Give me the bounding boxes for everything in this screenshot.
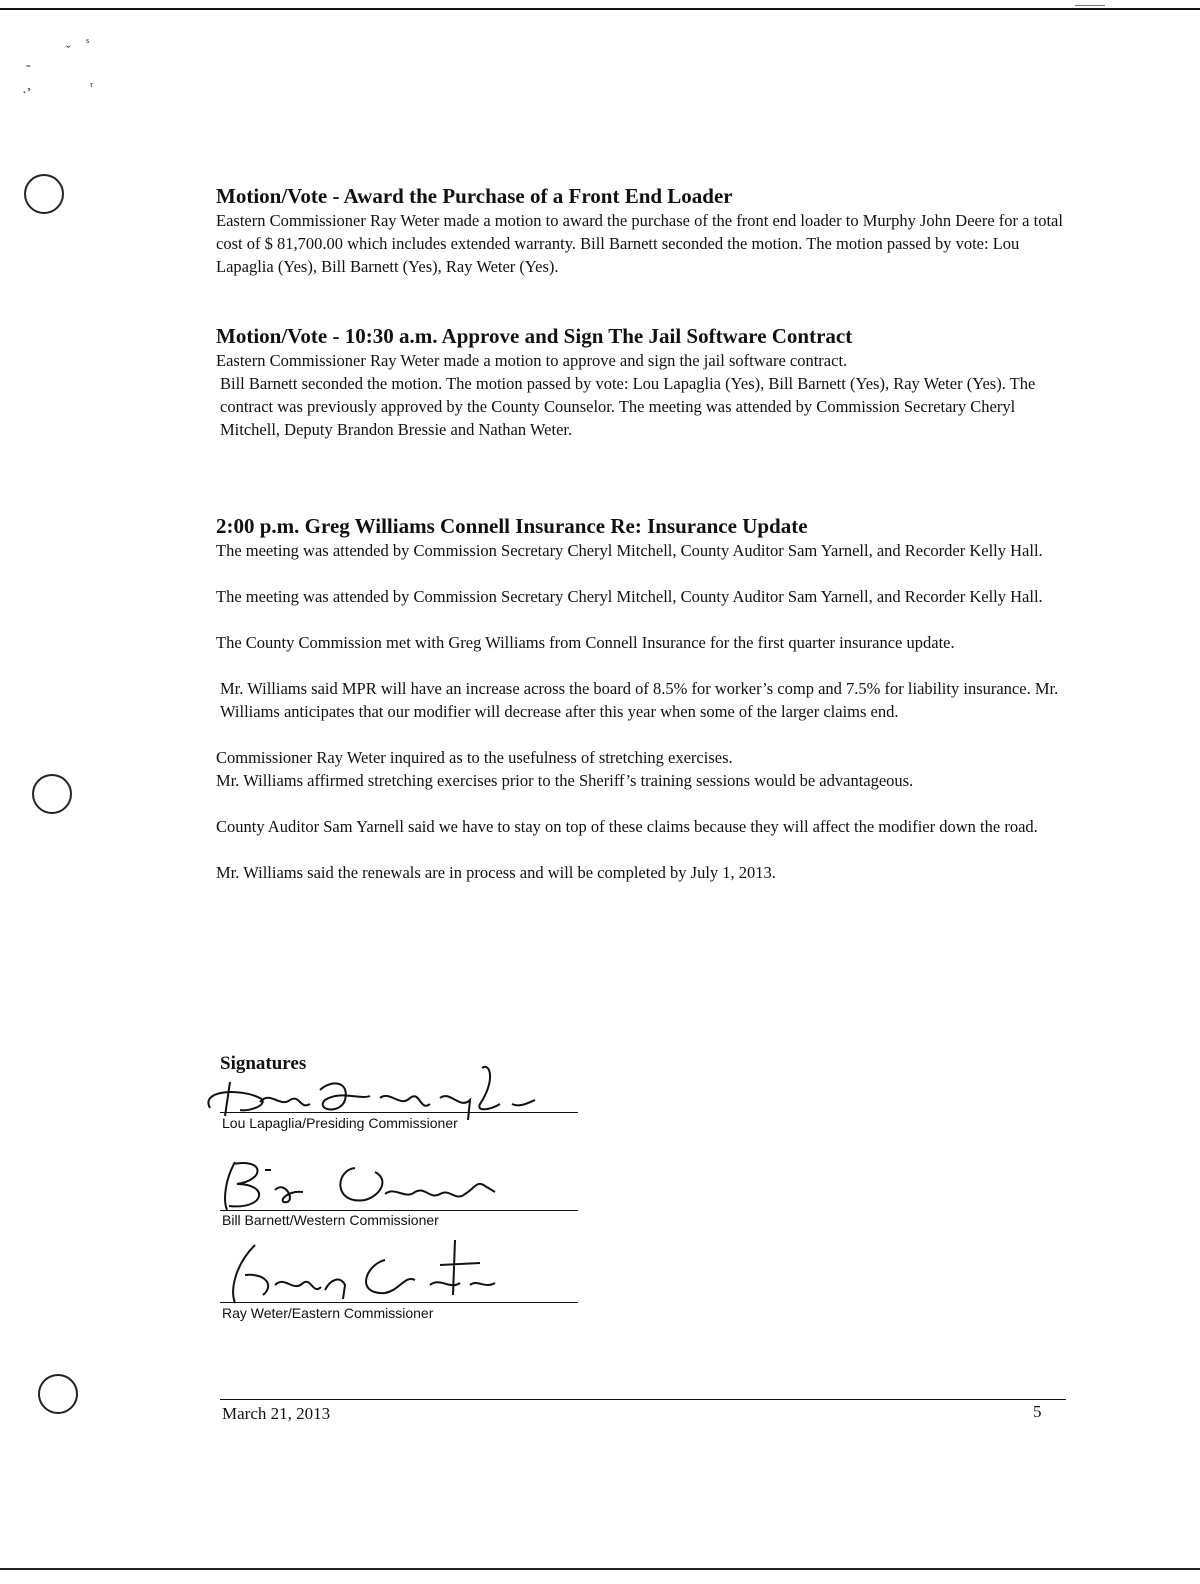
paragraph: Mr. Williams said MPR will have an increase across the board of 8.5% for worker’s comp and 7.5% for liability insurance. Mr. Williams anticipates that our modifier will decrease after this year when some of the larger claims end. [220,679,1059,721]
section-insurance-update [216,513,1076,884]
page-number: 5 [1033,1402,1042,1421]
paragraph: Commissioner Ray Weter inquired as to the usefulness of stretching exercises. [216,748,733,767]
top-rule-fragment [1075,5,1105,6]
paragraph: The County Commission met with Greg Williams from Connell Insurance for the first quarter insurance update. [216,633,955,652]
signature-label: Bill Barnett/Western Commissioner [222,1212,439,1228]
binder-hole [24,174,64,214]
footer-date: March 21, 2013 [222,1404,331,1423]
scan-speck: - [26,58,31,73]
signatures-heading: Signatures [220,1053,307,1074]
paragraph: Eastern Commissioner Ray Weter made a motion to award the purchase of the front end loader to Murphy John Deere for a total cost of $ 81,700.00 which includes extended warranty. Bill Barnett seconded the motion. The motion passed by vote: Lou Lapaglia (Yes), Bill Barnett (Yes), Ray Weter (Yes). [216,211,1063,276]
section-front-end-loader [216,183,1076,278]
footer-rule [220,1399,1066,1400]
scan-speck: ·’ [22,86,32,101]
paragraph: Mr. Williams said the renewals are in process and will be completed by July 1, 2013. [216,863,776,882]
section-heading: 2:00 p.m. Greg Williams Connell Insurance Re: Insurance Update [216,514,808,538]
section-jail-software [216,323,1076,441]
signature-line [220,1210,578,1211]
section-heading: Motion/Vote - 10:30 a.m. Approve and Sign The Jail Software Contract [216,324,853,348]
top-rule [0,8,1200,10]
paragraph: Eastern Commissioner Ray Weter made a motion to approve and sign the jail software contract. [216,351,848,370]
section-heading: Motion/Vote - Award the Purchase of a Front End Loader [216,184,733,208]
scan-speck: ˢ [86,36,89,51]
paragraph: The meeting was attended by Commission Secretary Cheryl Mitchell, County Auditor Sam Yarnell, and Recorder Kelly Hall. [216,541,1043,560]
signature-ray-weter [215,1235,515,1310]
paragraph: County Auditor Sam Yarnell said we have to stay on top of these claims because they will affect the modifier down the road. [216,817,1038,836]
bottom-rule [0,1568,1200,1570]
scan-speck: ˇ [66,44,71,59]
binder-hole [38,1374,78,1414]
signature-label: Ray Weter/Eastern Commissioner [222,1305,434,1321]
paragraph: Mr. Williams affirmed stretching exercises prior to the Sheriff’s training sessions would be advantageous. [216,771,914,790]
paragraph: Bill Barnett seconded the motion. The motion passed by vote: Lou Lapaglia (Yes), Bill Barnett (Yes), Ray Weter (Yes). The contract was previously approved by the County Counselor. The meeting was attended by Commission Secretary Cheryl Mitchell, Deputy Brandon Bressie and Nathan Weter. [220,374,1036,439]
paragraph: The meeting was attended by Commission Secretary Cheryl Mitchell, County Auditor Sam Yarnell, and Recorder Kelly Hall. [216,587,1043,606]
signature-label: Lou Lapaglia/Presiding Commissioner [222,1115,458,1131]
scan-speck: ʳ [90,80,94,95]
signature-line [220,1112,578,1113]
signature-line [220,1302,578,1303]
binder-hole [32,774,72,814]
